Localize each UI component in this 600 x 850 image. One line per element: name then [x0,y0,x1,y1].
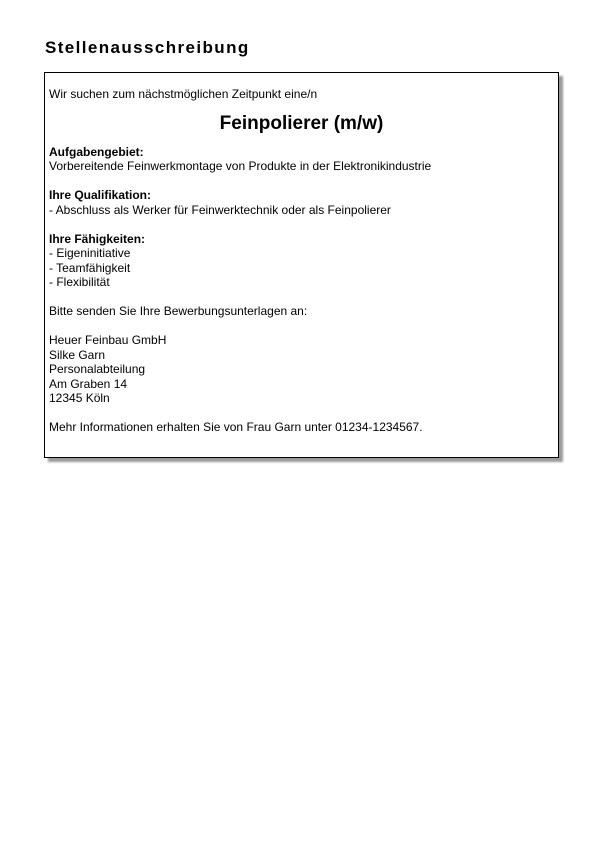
address-company: Heuer Feinbau GmbH [49,333,167,347]
job-title: Feinpolierer (m/w) [219,112,384,134]
qualification-heading: Ihre Qualifikation: [49,188,152,202]
skills-section [49,232,554,290]
qualification-section [49,188,554,217]
contact-text: Mehr Informationen erhalten Sie von Frau Garn unter 01234-1234567. [49,420,423,434]
address-contact-person: Silke Garn [49,347,106,362]
skills-heading: Ihre Fähigkeiten: [49,231,146,246]
skills-line-initiative: - Eigeninitiative [49,246,131,260]
skills-line-teamwork: - Teamfähigkeit [49,260,131,275]
address-department: Personalabteilung [49,362,146,376]
address-block [49,333,554,406]
intro-text: Wir suchen zum nächstmöglichen Zeitpunkt eine/n [49,87,318,101]
tasks-heading: Aufgabengebiet: [49,144,144,159]
job-ad-box [44,72,559,458]
tasks-section [49,145,554,174]
tasks-line: Vorbereitende Feinwerkmontage von Produkte in der Elektronikindustrie [49,159,432,173]
qualification-line: - Abschluss als Werker für Feinwerktechnik oder als Feinpolierer [49,202,391,217]
apply-text: Bitte senden Sie Ihre Bewerbungsunterlagen an: [49,304,308,318]
address-city: 12345 Köln [49,391,110,405]
page-title: Stellenausschreibung [45,38,250,57]
address-street: Am Graben 14 [49,376,128,391]
skills-line-flexibility: - Flexibilität [49,275,110,289]
